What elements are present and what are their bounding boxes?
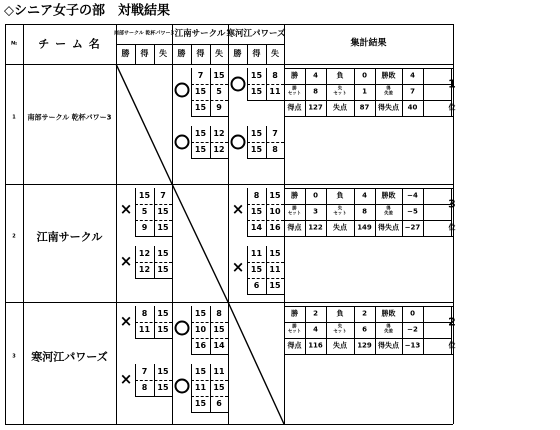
set-score-for: 16	[194, 341, 207, 350]
set-score-for: 15	[194, 103, 207, 112]
sub-header: 得	[196, 49, 205, 58]
grid-line	[284, 236, 453, 237]
team-no: 2	[12, 233, 16, 240]
grid-line	[375, 68, 376, 116]
grid-line	[284, 188, 453, 189]
set-diff: −2	[407, 325, 418, 334]
grid-line	[191, 364, 192, 412]
win-mark-circle	[231, 77, 246, 92]
set-diff: −5	[407, 207, 418, 216]
set-diff-label-line2: 失差	[384, 211, 393, 216]
sub-header: 勝	[121, 49, 130, 58]
grid-line	[210, 364, 211, 412]
win-count: 2	[313, 309, 318, 318]
grid-line	[116, 44, 284, 45]
set-diff-label-line1: 得	[386, 324, 391, 330]
set-loss-label-line2: セット	[333, 329, 347, 334]
dashed-line	[135, 380, 172, 381]
team-no: 3	[12, 353, 16, 360]
col-team-label: チ ー ム 名	[38, 37, 101, 51]
set-score-against: 8	[272, 145, 278, 154]
grid-line	[284, 220, 451, 221]
grid-line	[172, 24, 173, 424]
grid-line	[284, 68, 453, 69]
grid-line	[284, 100, 451, 101]
set-win-label	[288, 207, 301, 216]
points-for: 122	[308, 223, 323, 232]
grid-line	[402, 306, 403, 354]
set-score-for: 6	[253, 281, 260, 290]
point-diff-label: 得失点	[378, 103, 399, 112]
grid-line	[305, 68, 306, 116]
dashed-line	[247, 84, 284, 85]
summary-label: 集計結果	[350, 38, 387, 49]
team-name: 南部サークル 乾杯パワー3	[27, 113, 112, 122]
table-border	[5, 424, 453, 425]
set-score-for: 10	[194, 325, 207, 334]
set-score-against: 16	[269, 223, 281, 232]
points-against: 87	[359, 103, 370, 112]
win-points-label: 勝敗	[381, 191, 396, 200]
set-win-label-line2: セット	[287, 91, 302, 96]
win-mark-circle	[175, 83, 190, 98]
set-score-for: 15	[194, 367, 207, 376]
set-diff-label	[384, 87, 393, 96]
win-mark-circle	[175, 135, 190, 150]
grid-line	[247, 188, 248, 236]
set-score-for: 12	[138, 265, 151, 274]
set-win-label-line1: 勝	[292, 206, 297, 212]
set-score-against: 8	[272, 71, 278, 80]
win-points-label: 勝敗	[381, 309, 396, 318]
match-bottom	[247, 158, 284, 159]
set-score-for: 15	[250, 129, 263, 138]
loss-count: 0	[362, 71, 367, 80]
rank-label: 位	[448, 223, 456, 232]
set-score-against: 15	[157, 249, 169, 258]
grid-line	[191, 44, 192, 64]
set-win-label	[288, 87, 301, 96]
grid-line	[247, 246, 248, 294]
set-score-for: 11	[138, 325, 151, 334]
opponent-header: 寒河江パワーズ	[226, 28, 286, 39]
match-bottom	[135, 236, 172, 237]
grid-line	[423, 306, 424, 354]
grid-line	[210, 68, 211, 116]
set-win-label-line2: セット	[287, 211, 302, 216]
points-against: 149	[357, 223, 372, 232]
match-bottom	[191, 412, 228, 413]
set-loss-label-line2: セット	[333, 91, 347, 96]
page-title: ◇シニア女子の部 対戦結果	[4, 3, 170, 19]
grid-line	[228, 24, 229, 424]
set-score-against: 11	[269, 265, 281, 274]
loss-mark-cross: ×	[231, 258, 245, 277]
set-score-against: 11	[213, 367, 225, 376]
grid-line	[354, 306, 355, 354]
rank-value: 1	[448, 77, 456, 91]
point-diff: −27	[404, 223, 421, 232]
win-label: 勝	[291, 309, 298, 318]
dashed-line	[191, 142, 228, 143]
set-diff-label-line2: 失差	[384, 329, 393, 334]
loss-mark-cross: ×	[119, 312, 133, 331]
dashed-line	[135, 220, 172, 221]
set-score-for: 15	[250, 207, 263, 216]
match-bottom	[247, 100, 284, 101]
points-against: 129	[357, 341, 372, 350]
points-for: 127	[308, 103, 323, 112]
loss-mark-cross: ×	[119, 200, 133, 219]
set-diff-label-line1: 得	[386, 86, 391, 92]
loss-mark-cross: ×	[119, 252, 133, 271]
set-score-against: 15	[269, 281, 281, 290]
set-diff-label-line2: 失差	[384, 91, 393, 96]
grid-line	[135, 44, 136, 64]
set-score-for: 15	[138, 191, 151, 200]
dashed-line	[247, 220, 284, 221]
match-bottom	[135, 338, 172, 339]
set-score-against: 12	[213, 145, 225, 154]
grid-line	[266, 246, 267, 294]
set-score-against: 8	[216, 309, 222, 318]
set-score-against: 15	[213, 71, 225, 80]
grid-line	[23, 24, 24, 424]
grid-line	[284, 338, 451, 339]
win-count: 4	[313, 71, 318, 80]
set-score-against: 15	[269, 191, 281, 200]
grid-line	[326, 188, 327, 236]
dashed-line	[191, 338, 228, 339]
grid-line	[423, 188, 424, 236]
grid-line	[284, 322, 451, 323]
win-mark-circle	[175, 379, 190, 394]
set-score-against: 15	[157, 309, 169, 318]
dashed-line	[247, 262, 284, 263]
match-bottom	[135, 278, 172, 279]
set-loss-count: 8	[362, 207, 367, 216]
set-score-against: 6	[216, 399, 222, 408]
team-row-border	[5, 302, 453, 303]
loss-mark-cross: ×	[231, 200, 245, 219]
win-count: 0	[313, 191, 318, 200]
grid-line	[375, 306, 376, 354]
match-bottom	[191, 354, 228, 355]
set-loss-label	[333, 207, 346, 216]
set-score-for: 15	[194, 399, 207, 408]
point-diff-label: 得失点	[378, 223, 399, 232]
set-score-for: 15	[250, 87, 263, 96]
sub-header: 得	[140, 49, 149, 58]
set-score-against: 15	[157, 383, 169, 392]
set-diff: 7	[410, 87, 415, 96]
set-score-against: 10	[269, 207, 281, 216]
match-bottom	[191, 158, 228, 159]
set-score-for: 5	[141, 207, 148, 216]
dashed-line	[191, 380, 228, 381]
grid-line	[284, 204, 451, 205]
set-score-against: 15	[157, 207, 169, 216]
set-score-for: 8	[141, 383, 148, 392]
set-score-against: 15	[157, 367, 169, 376]
dashed-line	[135, 204, 172, 205]
col-no-label: №	[10, 40, 18, 47]
points-for-label: 得点	[287, 103, 302, 112]
set-win-label-line1: 勝	[292, 86, 297, 92]
team-name: 寒河江パワーズ	[31, 350, 108, 364]
set-score-against: 15	[269, 249, 281, 258]
set-score-for: 15	[250, 71, 263, 80]
set-diff-label	[384, 207, 393, 216]
set-loss-label	[333, 325, 346, 334]
set-loss-label	[333, 87, 346, 96]
dashed-line	[191, 84, 228, 85]
grid-line	[284, 306, 453, 307]
set-score-for: 15	[194, 145, 207, 154]
grid-line	[354, 188, 355, 236]
grid-line	[5, 24, 6, 424]
self-match-diagonal	[116, 64, 172, 184]
loss-label: 負	[336, 309, 344, 318]
dashed-line	[247, 278, 284, 279]
loss-label: 負	[336, 71, 344, 80]
point-diff: 40	[407, 103, 418, 112]
set-win-label	[288, 325, 301, 334]
rank-value: 2	[448, 315, 456, 329]
set-score-for: 12	[138, 249, 151, 258]
rank-label: 位	[448, 103, 456, 112]
team-row-border	[5, 184, 453, 185]
header-border	[5, 64, 453, 65]
set-score-against: 7	[272, 129, 278, 138]
rank-value: 3	[448, 197, 456, 211]
dashed-line	[135, 262, 172, 263]
set-loss-label-line1: 失	[337, 206, 343, 212]
grid-line	[116, 24, 117, 424]
grid-line	[284, 354, 453, 355]
set-score-for: 15	[194, 87, 207, 96]
rank-label: 位	[448, 341, 456, 350]
sub-header: 勝	[233, 49, 242, 58]
match-bottom	[191, 116, 228, 117]
set-diff-label	[384, 325, 393, 334]
match-bottom	[247, 236, 284, 237]
set-loss-label-line2: セット	[333, 211, 347, 216]
dashed-line	[135, 322, 172, 323]
grid-line	[135, 188, 136, 236]
loss-mark-cross: ×	[119, 370, 133, 389]
sub-header: 失	[215, 49, 223, 58]
set-score-for: 8	[141, 309, 148, 318]
set-loss-count: 1	[362, 87, 367, 96]
set-score-for: 15	[250, 145, 263, 154]
grid-line	[191, 68, 192, 116]
grid-line	[305, 306, 306, 354]
set-win-count: 4	[313, 325, 318, 334]
points-against-label: 失点	[333, 103, 347, 112]
set-score-for: 15	[250, 265, 263, 274]
set-score-against: 5	[216, 87, 222, 96]
self-match-diagonal	[172, 184, 228, 302]
self-match-diagonal	[228, 302, 284, 424]
points-for: 116	[308, 341, 323, 350]
points-for-label: 得点	[287, 341, 302, 350]
table-border	[5, 24, 453, 25]
set-score-for: 15	[194, 309, 207, 318]
set-score-against: 7	[160, 191, 166, 200]
set-win-label-line2: セット	[287, 329, 302, 334]
match-bottom	[135, 396, 172, 397]
loss-label: 負	[336, 191, 344, 200]
set-loss-label-line1: 失	[337, 324, 343, 330]
dashed-line	[191, 100, 228, 101]
grid-line	[247, 44, 248, 64]
grid-line	[375, 188, 376, 236]
sub-header: 失	[159, 49, 167, 58]
set-score-against: 15	[213, 383, 225, 392]
points-against-label: 失点	[333, 223, 347, 232]
win-points: 4	[410, 71, 415, 80]
set-score-for: 7	[197, 71, 204, 80]
team-name: 江南サークル	[36, 230, 103, 244]
opponent-header: 南部サークル 乾杯パワー3	[113, 30, 175, 37]
set-win-count: 3	[313, 207, 318, 216]
set-score-against: 11	[269, 87, 281, 96]
set-score-against: 15	[157, 223, 169, 232]
set-score-against: 15	[157, 325, 169, 334]
set-loss-count: 6	[362, 325, 367, 334]
grid-line	[326, 306, 327, 354]
set-score-for: 7	[141, 367, 148, 376]
dashed-line	[247, 204, 284, 205]
grid-line	[210, 306, 211, 354]
grid-line	[154, 188, 155, 236]
sub-header: 勝	[177, 49, 186, 58]
points-against-label: 失点	[333, 341, 347, 350]
set-score-for: 14	[250, 223, 263, 232]
points-for-label: 得点	[287, 223, 302, 232]
grid-line	[191, 306, 192, 354]
win-label: 勝	[291, 71, 298, 80]
grid-line	[266, 188, 267, 236]
grid-line	[305, 188, 306, 236]
set-score-against: 15	[213, 325, 225, 334]
match-bottom	[247, 294, 284, 295]
win-points: −4	[407, 191, 418, 200]
grid-line	[284, 116, 453, 117]
set-win-count: 8	[313, 87, 318, 96]
set-score-against: 12	[213, 129, 225, 138]
set-win-label-line1: 勝	[292, 324, 297, 330]
opponent-header: 江南サークル	[174, 28, 226, 39]
set-score-for: 9	[141, 223, 148, 232]
dashed-line	[191, 322, 228, 323]
win-mark-circle	[231, 135, 246, 150]
win-mark-circle	[175, 321, 190, 336]
grid-line	[154, 44, 155, 64]
dashed-line	[247, 142, 284, 143]
win-label: 勝	[291, 191, 298, 200]
dashed-line	[191, 396, 228, 397]
set-score-against: 14	[213, 341, 225, 350]
sub-header: 得	[252, 49, 261, 58]
grid-line	[402, 188, 403, 236]
grid-line	[402, 68, 403, 116]
loss-count: 4	[362, 191, 367, 200]
set-score-for: 11	[250, 249, 263, 258]
set-score-for: 8	[253, 191, 260, 200]
grid-line	[210, 44, 211, 64]
grid-line	[326, 68, 327, 116]
grid-line	[266, 44, 267, 64]
grid-line	[284, 84, 451, 85]
win-points-label: 勝敗	[381, 71, 396, 80]
win-points: 0	[410, 309, 415, 318]
loss-count: 2	[362, 309, 367, 318]
sub-header: 失	[271, 49, 279, 58]
set-loss-label-line1: 失	[337, 86, 343, 92]
set-score-for: 15	[194, 129, 207, 138]
set-score-for: 11	[194, 383, 207, 392]
set-diff-label-line1: 得	[386, 206, 391, 212]
grid-line	[354, 68, 355, 116]
point-diff-label: 得失点	[378, 341, 399, 350]
set-score-against: 15	[157, 265, 169, 274]
team-no: 1	[12, 114, 16, 121]
set-score-against: 9	[216, 103, 222, 112]
grid-line	[423, 68, 424, 116]
point-diff: −13	[404, 341, 421, 350]
